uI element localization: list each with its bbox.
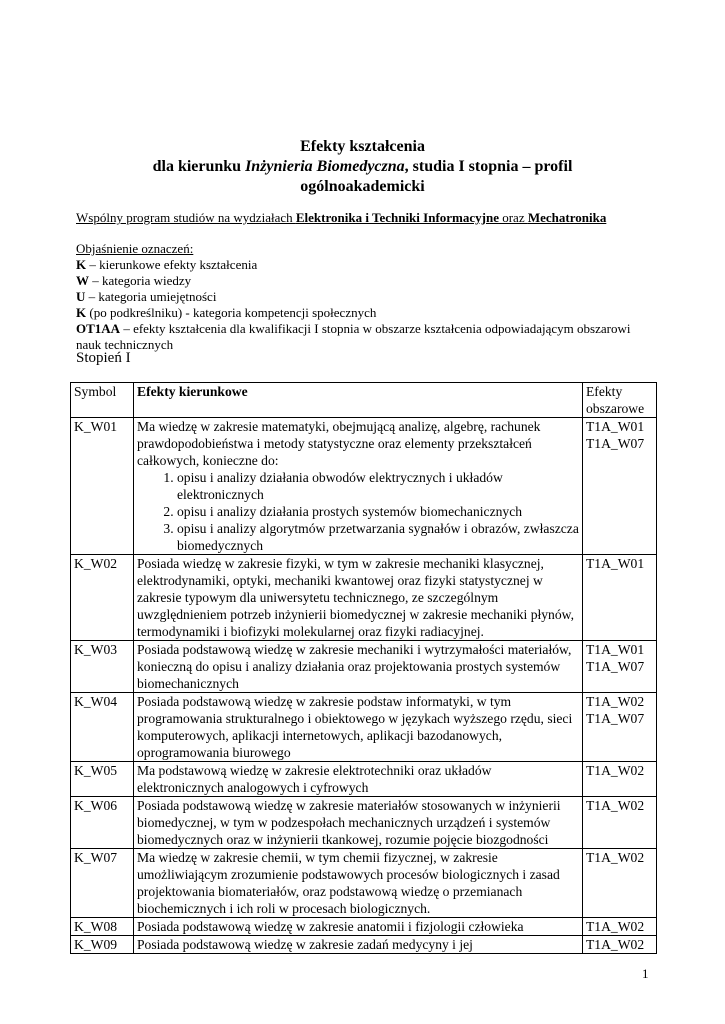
row-area [583,762,657,797]
legend-item [76,257,656,273]
row-area [583,918,657,936]
row-area [583,641,657,693]
row-symbol: K_W09 [71,936,134,954]
table-row [71,849,657,918]
table-row [71,797,657,849]
program-prefix: Wspólny program studiów na wydziałach [76,210,296,225]
legend-item [76,289,656,305]
row-symbol: K_W03 [71,641,134,693]
doc-subtitle [0,157,725,177]
row-text [134,418,583,555]
legend-code: OT1AA [76,321,121,336]
area-code: T1A_W01 [586,419,645,434]
legend-item [76,321,656,353]
list-item: 2. opisu i analizy działania prostych systemów biomechanicznych [177,503,579,520]
area-code: T1A_W07 [586,711,645,726]
table-row [71,418,657,555]
row-text: Ma wiedzę w zakresie chemii, w tym chemii fizycznej, w zakresie umożliwiającym zrozumienie podstawowych procesów biologicznych i zasad projektowania biomateriałów, oraz podstawową wiedzę o przemianach biochemicznych i ich roli w procesach biologicznych. [134,849,583,918]
row-text: Posiada podstawową wiedzę w zakresie materiałów stosowanych w inżynierii biomedycznej, w tym w podzespołach mechanicznych urządzeń i systemów biomedycznych oraz w inżynierii tkankowej, rozumie pojęcie biozgodności [134,797,583,849]
legend-heading: Objaśnienie oznaczeń: [76,241,194,256]
table-row [71,762,657,797]
area-code: T1A_W02 [586,763,645,778]
program-middle: oraz [498,210,528,225]
legend-text: – efekty kształcenia dla kwalifikacji I stopnia w obszarze kształcenia odpowiadającym obszarowi nauk technicznych [76,321,631,352]
row-text-intro: Ma wiedzę w zakresie matematyki, obejmującą analizę, algebrę, rachunek prawdopodobieństwa i metody statystyczne oraz elementy przekształceń całkowych, konieczne do: [137,419,541,468]
row-area [583,555,657,641]
row-text: Posiada podstawową wiedzę w zakresie zadań medycyny i jej [134,936,583,954]
legend-item [76,305,656,321]
header-area: Efekty obszarowe [583,383,657,418]
program-dept1: Elektronika i Techniki Informacyjne [295,210,499,225]
row-text: Posiada podstawową wiedzę w zakresie mechaniki i wytrzymałości materiałów, konieczną do opisu i analizy działania oraz projektowania prostych systemów biomechanicznych [134,641,583,693]
outcomes-table [70,382,657,954]
subtitle-field: Inżynieria Biomedyczna [245,158,405,175]
legend-text: – kierunkowe efekty kształcenia [86,257,258,272]
row-text: Posiada wiedzę w zakresie fizyki, w tym w zakresie mechaniki klasycznej, elektrodynamiki, optyki, mechaniki kwantowej oraz fizyki statystycznej w zakresie typowym dla uniwersytetu technicznego, ze szczególnym uwzględnieniem potrzeb inżynierii biomedycznej w zakresie mechaniki płynów, termodynamiki i biofizyki molekularnej oraz fizyki radiacyjnej. [134,555,583,641]
row-list [137,469,579,554]
row-symbol: K_W04 [71,693,134,762]
legend [76,241,656,353]
page-number: 1 [642,966,649,981]
area-code: T1A_W02 [586,798,645,813]
row-symbol: K_W06 [71,797,134,849]
row-symbol: K_W07 [71,849,134,918]
program-dept2: Mechatronika [527,210,607,225]
row-symbol: K_W08 [71,918,134,936]
table-row [71,641,657,693]
header-outcomes: Efekty kierunkowe [134,383,583,418]
area-code: T1A_W02 [586,937,645,952]
row-area [583,849,657,918]
area-code: T1A_W02 [586,919,645,934]
list-item: 3. opisu i analizy algorytmów przetwarzania sygnałów i obrazów, zwłaszcza biomedycznych [177,520,579,554]
area-code: T1A_W07 [586,659,645,674]
row-area [583,418,657,555]
row-symbol: K_W02 [71,555,134,641]
area-code: T1A_W01 [586,642,645,657]
subtitle-pre: dla kierunku [152,158,246,175]
legend-code: K [76,257,87,272]
area-code: T1A_W07 [586,436,645,451]
table-row [71,555,657,641]
area-code: T1A_W02 [586,694,645,709]
legend-code: K [76,305,87,320]
row-text: Posiada podstawową wiedzę w zakresie anatomii i fizjologii człowieka [134,918,583,936]
area-code: T1A_W01 [586,556,645,571]
legend-item [76,273,656,289]
table-row [71,918,657,936]
program-line [76,210,606,226]
level-heading: Stopień I [76,350,131,366]
legend-text: – kategoria wiedzy [89,273,192,288]
subtitle-post: , studia I stopnia – profil [404,158,573,175]
list-item: 1. opisu i analizy działania obwodów elektrycznych i układów elektronicznych [177,469,579,503]
table-row [71,693,657,762]
legend-text: – kategoria umiejętności [85,289,217,304]
table-row [71,936,657,954]
legend-code: U [76,289,86,304]
area-code: T1A_W02 [586,850,645,865]
legend-text: (po podkreślniku) - kategoria kompetencji społecznych [86,305,377,320]
doc-profile: ogólnoakademicki [300,178,425,195]
row-symbol: K_W05 [71,762,134,797]
row-area [583,936,657,954]
doc-title: Efekty kształcenia [300,138,425,155]
legend-code: W [76,273,89,288]
row-area [583,693,657,762]
row-text: Posiada podstawową wiedzę w zakresie podstaw informatyki, w tym programowania strukturalnego i obiektowego w językach wyższego rzędu, sieci komputerowych, aplikacji internetowych, aplikacji bazodanowych, oprogramowania biurowego [134,693,583,762]
row-symbol: K_W01 [71,418,134,555]
row-text: Ma podstawową wiedzę w zakresie elektrotechniki oraz układów elektronicznych analogowych i cyfrowych [134,762,583,797]
table-header-row [71,383,657,418]
row-area [583,797,657,849]
header-symbol: Symbol [71,383,134,418]
